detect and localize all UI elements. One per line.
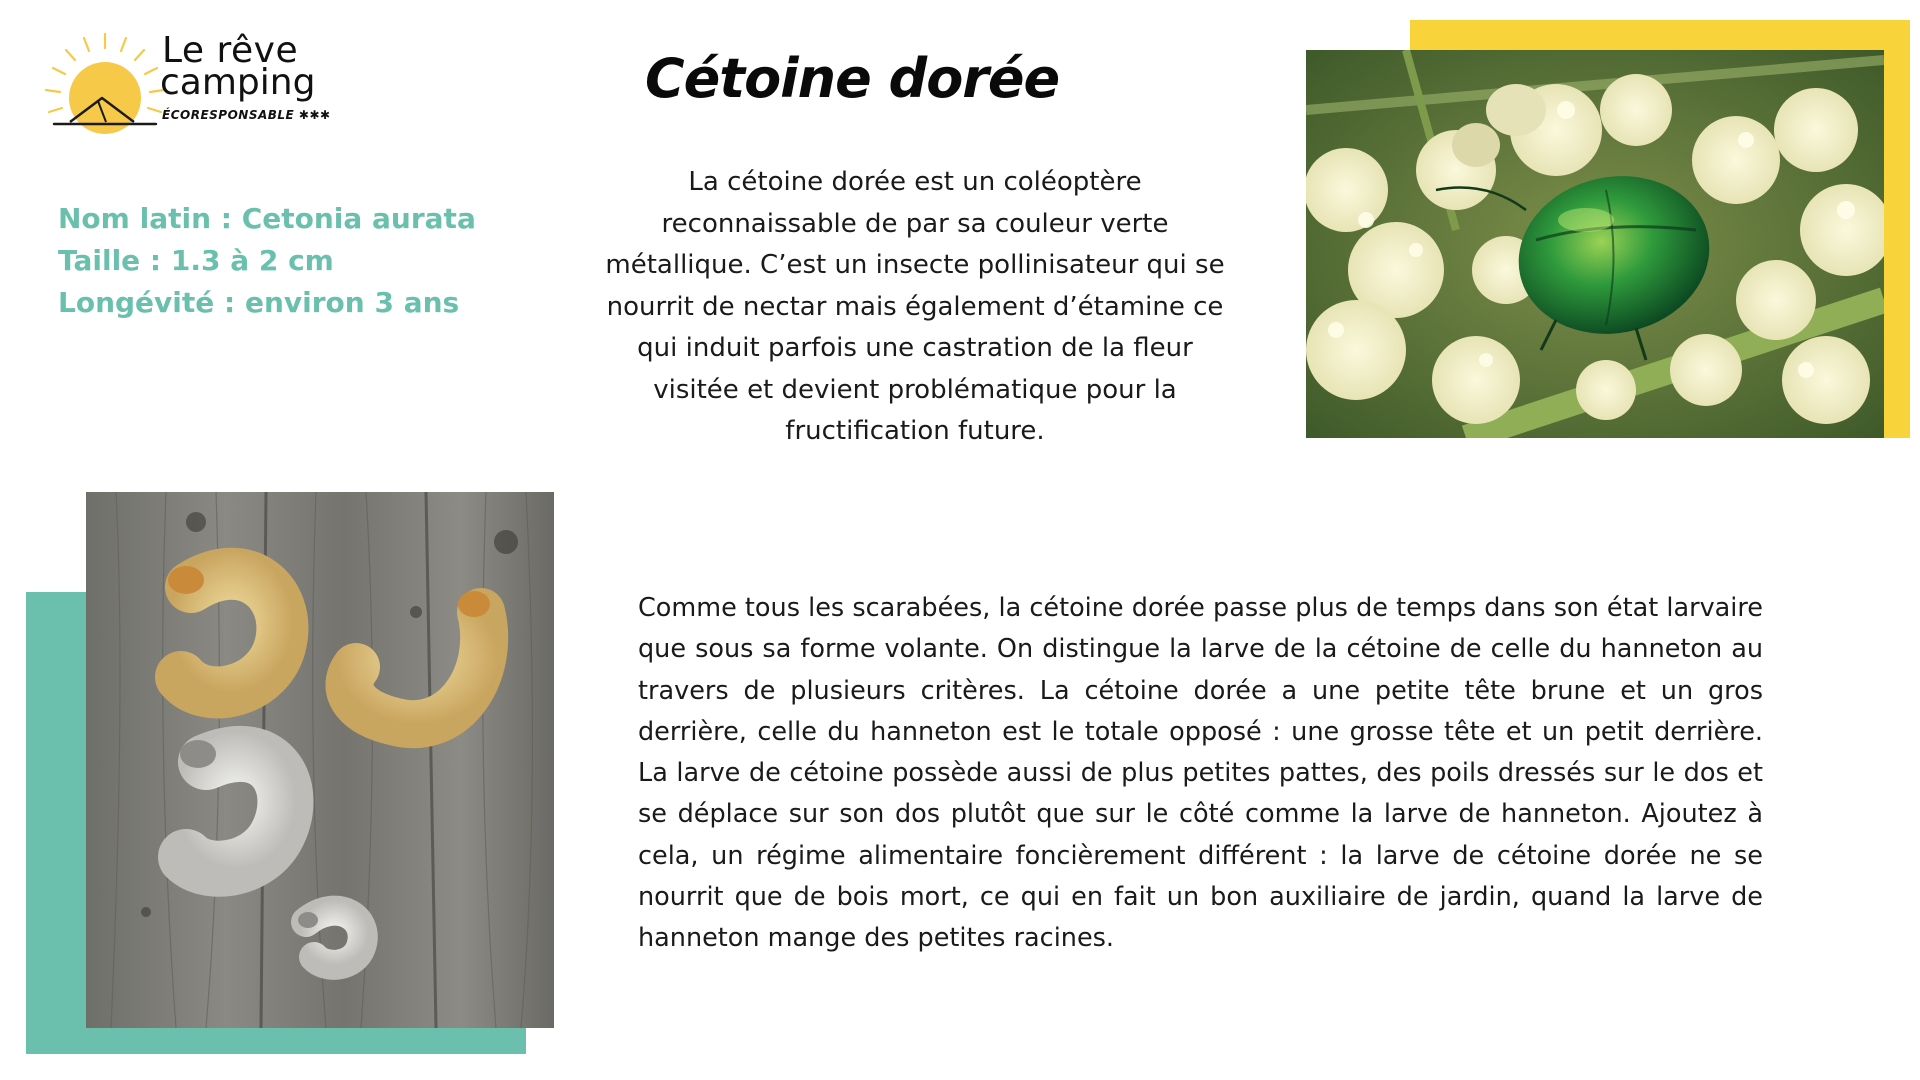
fact-size: Taille : 1.3 à 2 cm	[58, 244, 334, 277]
brand-tagline: ÉCORESPONSABLE ✱✱✱	[162, 108, 331, 122]
brand-logo	[40, 28, 360, 138]
body-paragraph: Comme tous les scarabées, la cétoine dorée passe plus de temps dans son état larvaire que sous sa forme volante. On distingue la larve de la cétoine de celle du hanneton au travers de plusieurs critères. La cétoine dorée a une petite tête brune et un gros derrière, celle du hanneton est le totale opposé : une grosse tête et un petit derrière. La larve de cétoine possède aussi de plus petites pattes, des poils dressés sur le dos et se déplace sur son dos plutôt que sur le côté comme la larve de hanneton. Ajoutez à cela, un régime alimentaire foncièrement différent : la larve de cétoine dorée ne se nourrit que de bois mort, ce qui en fait un bon auxiliaire de jardin, quand la larve de hanneton mange des petites racines.	[638, 593, 1763, 954]
larvae-photo	[86, 492, 554, 1028]
species-facts	[58, 198, 476, 324]
sun-tent-logo-icon	[40, 28, 170, 134]
fact-longevity: Longévité : environ 3 ans	[58, 286, 460, 319]
fact-latin-name: Nom latin : Cetonia aurata	[58, 202, 476, 235]
brand-name-line2: camping	[160, 62, 316, 103]
beetle-photo	[1306, 50, 1884, 438]
brand-name-line1: Le rêve	[162, 30, 299, 71]
page-title: Cétoine dorée	[645, 47, 1060, 110]
intro-paragraph: La cétoine dorée est un coléoptère reconnaissable de par sa couleur verte métallique. C’est un insecte pollinisateur qui se nourrit de nectar mais également d’étamine ce qui induit parfois une castration de la fleur visitée et devient problématique pour la fructification future.	[605, 167, 1225, 446]
